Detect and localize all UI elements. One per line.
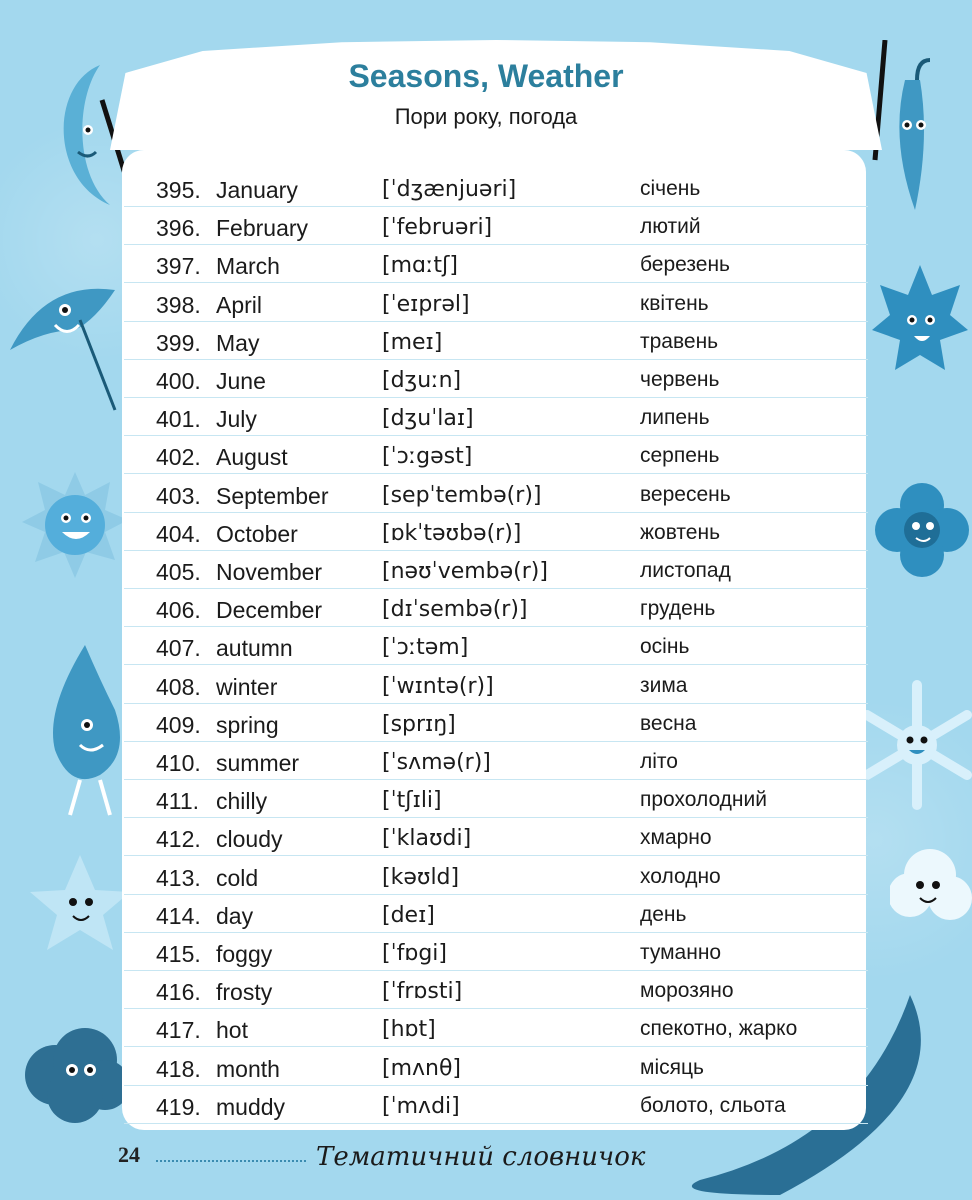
page-title: Seasons, Weather [348, 58, 624, 94]
entry-number: 402. [156, 444, 201, 471]
table-row [124, 970, 868, 1009]
entry-word: frosty [216, 979, 273, 1006]
entry-word: chilly [216, 788, 268, 815]
snowflake-character-icon [862, 680, 972, 810]
entry-number: 405. [156, 559, 201, 585]
table-row [124, 244, 868, 283]
entry-word: muddy [216, 1093, 286, 1120]
entry-translation: весна [640, 711, 697, 735]
entry-translation: осінь [640, 635, 690, 659]
umbrella-character-icon [5, 270, 125, 420]
page-number: 24 [118, 1142, 140, 1167]
entry-translation: прохолодний [640, 788, 767, 812]
entry-transcription: [ˈeɪprəl] [382, 291, 470, 317]
entry-translation: місяць [640, 1055, 704, 1079]
table-row [124, 856, 868, 895]
entry-translation: грудень [640, 597, 716, 621]
entry-number: 404. [156, 520, 201, 547]
entry-transcription: [nəʊˈvembə(r)] [382, 559, 548, 584]
entry-word: hot [216, 1017, 248, 1044]
maple-leaf-character-icon [870, 260, 970, 390]
footer-section-title: Тематичний словничок [316, 1142, 646, 1172]
entry-translation: травень [640, 329, 719, 353]
entry-transcription: [meɪ] [382, 329, 443, 355]
table-row [124, 397, 868, 436]
entry-number: 410. [156, 750, 201, 776]
entry-transcription: [ˈsʌmə(r)] [382, 750, 491, 775]
entry-translation: квітень [640, 291, 709, 315]
table-row [124, 817, 868, 856]
entry-transcription: [ˈtʃɪli] [382, 788, 442, 814]
entry-word: October [216, 520, 298, 547]
table-row [124, 588, 868, 627]
sun-character-icon [20, 470, 130, 580]
entry-number: 414. [156, 902, 201, 929]
entry-number: 395. [156, 177, 201, 203]
entry-word: May [216, 329, 260, 356]
entry-number: 418. [156, 1055, 201, 1082]
entry-number: 408. [156, 673, 201, 700]
entry-translation: зима [640, 673, 688, 697]
entry-transcription: [ˈɔːtəm] [382, 635, 469, 661]
entry-number: 407. [156, 635, 201, 662]
entry-number: 412. [156, 826, 201, 853]
entry-translation: туманно [640, 941, 722, 964]
entry-translation: літо [640, 750, 678, 773]
table-row [124, 1008, 868, 1047]
entry-number: 397. [156, 253, 201, 280]
page-subtitle: Пори року, погода [394, 104, 578, 129]
entry-transcription: [mʌnθ] [382, 1055, 462, 1081]
table-row [124, 321, 868, 360]
table-row [124, 359, 868, 398]
entry-translation: липень [640, 406, 710, 430]
entry-word: June [216, 368, 266, 394]
entry-word: spring [216, 711, 279, 738]
entry-number: 400. [156, 368, 201, 394]
entry-transcription: [ˈfɒgi] [382, 941, 448, 966]
entry-number: 416. [156, 979, 201, 1006]
entry-transcription: [hɒt] [382, 1017, 436, 1043]
entry-number: 406. [156, 597, 201, 624]
entry-word: August [216, 444, 288, 471]
entry-word: cold [216, 864, 259, 891]
entry-transcription: [ˈwɪntə(r)] [382, 673, 494, 699]
entry-translation: хмарно [640, 826, 712, 850]
entry-word: autumn [216, 635, 293, 662]
entry-translation: морозяно [640, 979, 734, 1003]
entry-word: February [216, 215, 309, 242]
entry-word: July [216, 406, 257, 433]
entry-transcription: [sepˈtembə(r)] [382, 482, 542, 508]
footer-divider [156, 1160, 306, 1162]
entry-word: winter [216, 673, 278, 700]
entry-number: 417. [156, 1017, 201, 1044]
entry-number: 396. [156, 215, 201, 242]
table-row [124, 1085, 868, 1124]
entry-word: summer [216, 750, 300, 776]
entry-transcription: [dʒuːn] [382, 368, 462, 393]
entry-number: 419. [156, 1093, 201, 1120]
entry-translation: жовтень [640, 520, 721, 544]
title-banner [110, 40, 882, 150]
table-row [124, 894, 868, 933]
table-row [124, 626, 868, 665]
entry-word: cloudy [216, 826, 283, 853]
entry-word: December [216, 597, 323, 624]
entry-number: 413. [156, 864, 201, 891]
entry-number: 399. [156, 329, 201, 356]
entry-number: 409. [156, 711, 201, 738]
table-row [124, 474, 868, 513]
entry-word: day [216, 902, 254, 929]
entry-number: 403. [156, 482, 201, 509]
entry-transcription: [ˈklaʊdi] [382, 826, 472, 852]
entry-number: 415. [156, 941, 201, 967]
entry-transcription: [dɪˈsembə(r)] [382, 597, 528, 623]
entry-transcription: [dʒuˈlaɪ] [382, 406, 474, 432]
storm-cloud-character-icon [10, 1010, 140, 1130]
entry-translation: серпень [640, 444, 720, 468]
flower-character-icon [872, 480, 972, 580]
entry-transcription: [ˈfebruəri] [382, 215, 493, 241]
entry-transcription: [ˈfrɒsti] [382, 979, 463, 1005]
entry-transcription: [kəʊld] [382, 864, 460, 890]
entry-translation: вересень [640, 482, 731, 506]
raindrop-character-icon [25, 640, 135, 820]
table-row [124, 703, 868, 742]
table-row [124, 779, 868, 818]
entry-number: 398. [156, 291, 201, 318]
entry-word: foggy [216, 941, 273, 967]
entry-transcription: [ɒkˈtəʊbə(r)] [382, 520, 522, 546]
entry-word: September [216, 482, 329, 509]
entry-translation: спекотно, жарко [640, 1017, 798, 1041]
entry-word: November [216, 559, 323, 585]
entry-translation: холодно [640, 864, 721, 888]
entry-word: March [216, 253, 280, 280]
entry-transcription: [deɪ] [382, 902, 435, 928]
entry-transcription: [ˈmʌdi] [382, 1093, 460, 1119]
entry-translation: день [640, 902, 687, 926]
table-row [124, 512, 868, 551]
table-row [124, 741, 868, 780]
table-row [124, 206, 868, 245]
entry-word: January [216, 177, 298, 203]
table-row [124, 1047, 868, 1086]
entry-word: month [216, 1055, 280, 1082]
table-row [124, 550, 868, 589]
entry-translation: листопад [640, 559, 731, 582]
star-character-icon [25, 850, 135, 960]
entry-translation: лютий [640, 215, 701, 239]
cloud-character-icon [890, 840, 972, 930]
entry-transcription: [ˈɔːgəst] [382, 444, 473, 470]
entry-translation: січень [640, 177, 701, 200]
entry-transcription: [sprɪŋ] [382, 711, 456, 737]
entry-translation: болото, сльота [640, 1093, 786, 1117]
entry-number: 401. [156, 406, 201, 433]
table-row [124, 932, 868, 971]
entry-transcription: [mɑːtʃ] [382, 253, 458, 279]
entry-number: 411. [156, 788, 200, 815]
table-row [124, 168, 868, 207]
table-row [124, 435, 868, 474]
entry-word: April [216, 291, 263, 318]
entry-translation: червень [640, 368, 720, 391]
entry-translation: березень [640, 253, 730, 277]
table-row [124, 283, 868, 322]
entry-transcription: [ˈdʒænjuəri] [382, 177, 517, 202]
table-row [124, 665, 868, 704]
